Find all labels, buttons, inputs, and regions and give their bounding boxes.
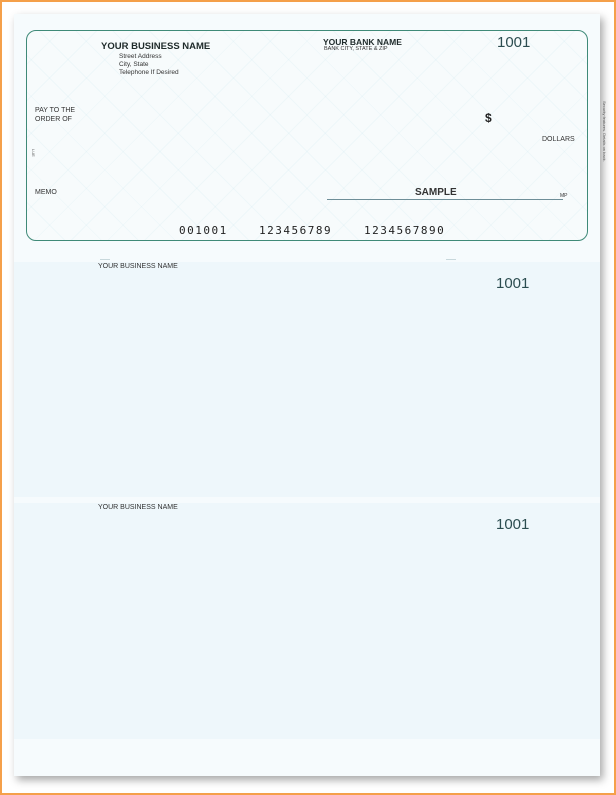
business-name: YOUR BUSINESS NAME — [101, 41, 211, 52]
perforation-mark-right — [446, 259, 456, 260]
memo-label: MEMO — [35, 189, 57, 196]
stub-business-name: YOUR BUSINESS NAME — [98, 263, 178, 270]
micr-account-number: 1234567890 — [364, 224, 446, 237]
check-page — [14, 14, 607, 776]
stub-check-number: 1001 — [496, 516, 530, 533]
check-number: 1001 — [497, 34, 531, 51]
pay-to-line-2: ORDER OF — [35, 116, 72, 123]
perforation-mark-left — [100, 259, 110, 260]
mp-mark: MP — [560, 193, 568, 199]
signature-line — [327, 199, 563, 200]
voucher-stub-2 — [14, 503, 600, 739]
stub-check-number: 1001 — [496, 275, 530, 292]
pay-to-line-1: PAY TO THE — [35, 107, 76, 114]
bank-name: YOUR BANK NAME — [323, 37, 402, 47]
pay-to-label — [35, 106, 75, 124]
dollars-label: DOLLARS — [542, 136, 575, 143]
check-voucher: YOUR BUSINESS NAME Street Address City, State Telephone If Desired YOUR BANK NAME BANK CITY, STATE & ZIP 1001 PAY TO THE ORDER OF $ DOLLARS MEMO SAMPLE MP 001001 123456789 1234567890 Security features. Details on back. LUE — [26, 30, 588, 241]
signature-sample: SAMPLE — [415, 187, 457, 198]
security-side-text: Security features. Details on back. — [602, 101, 607, 162]
bank-city: BANK CITY, STATE & ZIP — [324, 46, 388, 52]
voucher-stub-1 — [14, 262, 600, 497]
left-side-text: LUE — [31, 149, 36, 157]
dollar-sign: $ — [485, 111, 492, 125]
micr-routing-number: 123456789 — [259, 224, 333, 237]
stub-business-name: YOUR BUSINESS NAME — [98, 504, 178, 511]
micr-check-number: 001001 — [179, 224, 228, 237]
